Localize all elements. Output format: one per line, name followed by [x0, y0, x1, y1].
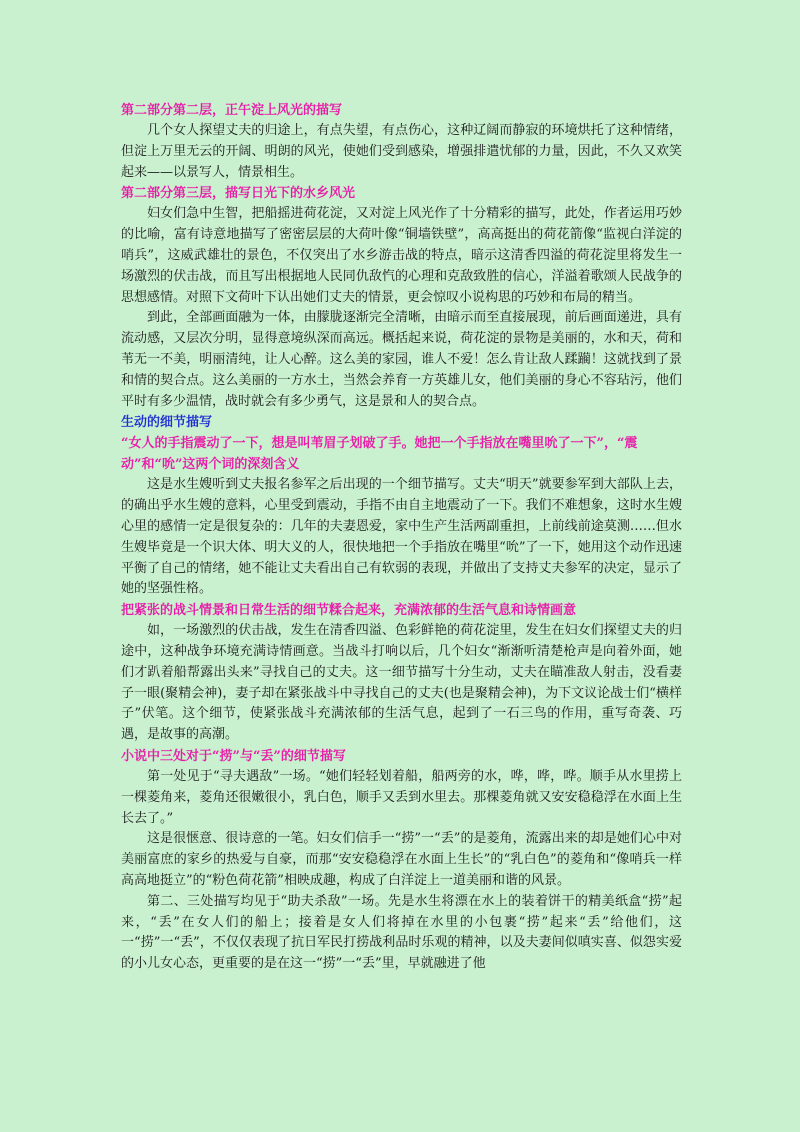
section-heading-water-village: 第二部分第三层，描写日光下的水乡风光	[121, 186, 356, 202]
paragraph: 几个女人探望丈夫的归途上，有点失望，有点伤心，这种辽阔而静寂的环境烘托了这种情绪，但淀上万里无云的开阔、明朗的风光，使她们受到感染，增强排遣忧郁的力量，因此，不久又欢笑起来——以景写人，情景相生。	[121, 123, 682, 180]
paragraph: 第一处见于“寻夫遇敌”一场。“她们轻轻划着船，船两旁的水，哗，哗，哗。顺手从水里捞上一棵菱角来，菱角还很嫩很小，乳白色，顺手又丢到水里去。那棵菱角就又安安稳稳浮在水面上生长去了。”	[121, 768, 682, 826]
section-heading-noon-scenery: 第二部分第二层，正午淀上风光的描写	[121, 103, 343, 118]
subheading-battle-life: 把紧张的战斗情景和日常生活的细节糅合起来，充满浓郁的生活气息和诗情画意	[121, 603, 577, 619]
paragraph: 这是水生嫂听到丈夫报名参军之后出现的一个细节描写。丈夫“明天”就要参军到大部队上去，的确出乎水生嫂的意料，心里受到震动，手指不由自主地震动了一下。我们不难想象，这时水生嫂心里的感情一定是很复杂的：几年的夫妻恩爱，家中生产生活两副重担，上前线前途莫测……但水生嫂毕竟是一个识大体、明大义的人，很快地把一个手指放在嘴里“吮”了一下，她用这个动作迅速平衡了自己的情绪，她不能让丈夫看出自己有软弱的表现，并做出了支持丈夫参军的决定，显示了她的坚强性格。	[121, 477, 682, 597]
subheading-lao-diu: 小说中三处对于“捞”与“丢”的细节描写	[121, 748, 346, 764]
paragraph: 妇女们急中生智，把船摇进荷花淀，又对淀上风光作了十分精彩的描写，此处，作者运用巧妙的比喻，富有诗意地描写了密密层层的大荷叶像“铜墙铁壁”，高高挺出的荷花箭像“监视白洋淀的哨兵”，这威武雄壮的景色，不仅突出了水乡游击战的特点，暗示这清香四溢的荷花淀里将发生一场激烈的伏击战，而且写出根据地人民同仇敌忾的心理和克敌致胜的信心，洋溢着歌颂人民战争的思想感情。对照下文荷叶下认出她们丈夫的情景，更会惊叹小说构思的巧妙和布局的精当。	[121, 206, 682, 305]
paragraph: 这是很惬意、很诗意的一笔。妇女们信手一“捞”一“丢”的是菱角，流露出来的却是她们心中对美丽富庶的家乡的热爱与自豪，而那“安安稳稳浮在水面上生长”的“乳白色”的菱角和“像哨兵一样高高地挺立”的“粉色荷花箭”相映成趣，构成了白洋淀上一道美丽和谐的风景。	[121, 831, 682, 888]
paragraph: 如，一场激烈的伏击战，发生在清香四溢、色彩鲜艳的荷花淀里，发生在妇女们探望丈夫的归途中，这种战争环境充满诗情画意。当战斗打响以后，几个妇女“渐渐听清楚枪声是向着外面，她们才趴着船帮露出头来”寻找自己的丈夫。这一细节描写十分生动，丈夫在瞄准敌人射击，没看妻子一眼(聚精会神)，妻子却在紧张战斗中寻找自己的丈夫(也是聚精会神)，为下文议论战士们“横样子”伏笔。这个细节，使紧张战斗充满浓郁的生活气息，起到了一石三鸟的作用，重写奇袭、巧遇，是故事的高潮。	[121, 623, 682, 743]
subheading-finger-quote: “女人的手指震动了一下，想是叫苇眉子划破了手。她把一个手指放在嘴里吮了一下”，“震动”和“吮”这两个词的深刻含义	[121, 436, 638, 473]
paragraph: 到此，全部画面融为一体，由朦胧逐渐完全清晰，由暗示而至直接展现，前后画面递进，具有流动感，又层次分明，显得意境纵深而高远。概括起来说，荷花淀的景物是美丽的，水和天，荷和苇无一不美，明丽清纯，让人心醉。这么美的家园，谁人不爱！怎么肯让敌人蹂躏！这就找到了景和情的契合点。这么美丽的一方水土，当然会养育一方英雄儿女，他们美丽的身心不容玷污，他们平时有多少温情，战时就会有多少勇气，这是景和人的契合点。	[121, 310, 682, 409]
paragraph: 第二、三处描写均见于“助夫杀敌”一场。先是水生将漂在水上的装着饼干的精美纸盒“捞”起来，“丢”在女人们的船上；接着是女人们将掉在水里的小包裹“捞”起来“丢”给他们，这一“捞”一“丢”，不仅仅表现了抗日军民打捞战利品时乐观的精神，以及夫妻间似嗔实喜、似怨实爱的小儿女心态，更重要的是在这一“捞”一“丢”里，早就融进了他	[121, 893, 682, 972]
section-heading-details: 生动的细节描写	[121, 415, 213, 431]
